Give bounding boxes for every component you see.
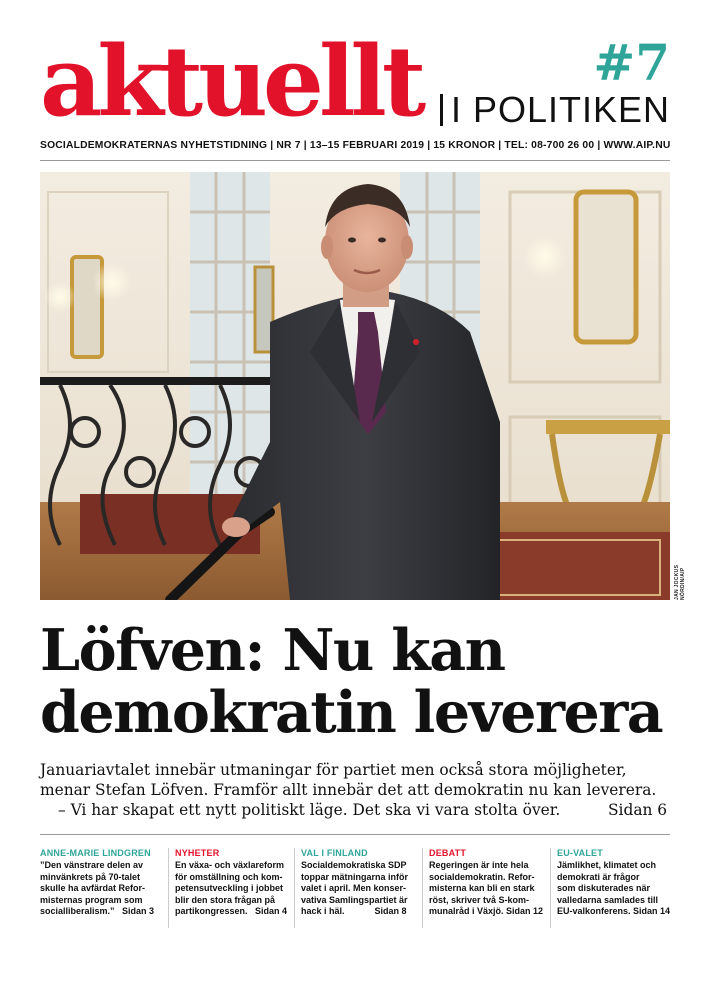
lead-quote-line bbox=[40, 800, 680, 820]
lead-line-2: menar Stefan Löfven. Framför allt innebär det att demokratin nu kan leverera. bbox=[40, 781, 657, 799]
teaser-debatt[interactable] bbox=[422, 848, 546, 928]
teaser-line: skulle ha avfärdat Refor- bbox=[40, 883, 146, 893]
logo-subtitle-text: I POLITIKEN bbox=[450, 89, 670, 130]
teaser-text bbox=[40, 860, 162, 918]
teaser-line: Socialdemokratiska SDP bbox=[301, 860, 407, 870]
teaser-nyheter[interactable] bbox=[168, 848, 290, 928]
teaser-line: En växa- och växlareform bbox=[175, 860, 285, 870]
teaser-text bbox=[557, 860, 670, 918]
lead-page-ref: Sidan 6 bbox=[608, 801, 668, 819]
teaser-line: hack i häl. Sidan 8 bbox=[301, 906, 407, 916]
logo-aktuellt: aktuellt bbox=[40, 25, 422, 138]
teaser-line: munalråd i Växjö. Sidan 12 bbox=[429, 906, 544, 916]
teaser-line: toppar mätningarna inför bbox=[301, 871, 409, 882]
issue-number: #7 bbox=[593, 33, 670, 92]
teaser-label: DEBATT bbox=[429, 848, 467, 858]
teaser-line: Jämlikhet, klimatet och bbox=[557, 860, 657, 870]
teaser-line: EU-valkonferens. Sidan 14 bbox=[557, 906, 671, 916]
teaser-line: valet i april. Men konser- bbox=[301, 883, 407, 893]
teaser-line: röst, skriver två S-kom- bbox=[429, 894, 530, 905]
teaser-label: VAL I FINLAND bbox=[301, 848, 368, 858]
lead-quote: – Vi har skapat ett nytt politiskt läge. Det ska vi vara stolta över. bbox=[58, 801, 561, 819]
lead-line-1: Januariavtalet innebär utmaningar för partiet men också stora möjligheter, bbox=[40, 761, 627, 779]
teaser-text bbox=[429, 860, 546, 918]
teaser-eu-valet[interactable] bbox=[550, 848, 670, 928]
logo-divider bbox=[440, 94, 443, 126]
teaser-text bbox=[301, 860, 418, 918]
teaser-line: socialdemokratin. Refor- bbox=[429, 871, 535, 882]
teaser-text bbox=[175, 860, 290, 918]
photo-credit: JAN JOCKUS NÖRDIN/AIP bbox=[674, 564, 686, 600]
teaser-line: för omställning och kom- bbox=[175, 871, 283, 882]
teaser-label: EU-VALET bbox=[557, 848, 603, 858]
teaser-line: misterna kan bli en stark bbox=[429, 883, 535, 893]
teaser-label: NYHETER bbox=[175, 848, 220, 858]
teaser-line: vativa Samlingspartiet är bbox=[301, 894, 408, 905]
logo-subtitle bbox=[440, 89, 670, 130]
teaser-line: blir den stora frågan på bbox=[175, 894, 276, 905]
teaser-line: som diskuterades när bbox=[557, 883, 651, 893]
teaser-line: socialliberalism.” Sidan 3 bbox=[40, 906, 155, 916]
cover-photo-illustration bbox=[40, 172, 670, 600]
teaser-val-i-finland[interactable] bbox=[294, 848, 418, 928]
teaser-anne-marie-lindgren[interactable] bbox=[40, 848, 162, 928]
teaser-line: ”Den vänstrare delen av bbox=[40, 860, 144, 870]
info-bar: SOCIALDEMOKRATERNAS NYHETSTIDNING | NR 7 | 13–15 FEBRUARI 2019 | 15 KRONOR | TEL: 08-700 26 00 | WWW.AIP.NU bbox=[40, 140, 671, 151]
headline bbox=[40, 617, 680, 746]
masthead bbox=[40, 25, 670, 138]
teaser-line: petensutveckling i jobbet bbox=[175, 883, 284, 893]
cover-photo bbox=[40, 172, 670, 600]
headline-line-2: demokratin leverera bbox=[40, 679, 663, 746]
divider-top bbox=[40, 160, 670, 161]
teaser-line: Regeringen är inte hela bbox=[429, 860, 529, 870]
teaser-line: valledarna samlades till bbox=[557, 894, 659, 905]
teaser-line: demokrati är frågor bbox=[557, 871, 640, 882]
headline-line-1: Löfven: Nu kan bbox=[40, 617, 505, 684]
teaser-strip bbox=[40, 848, 670, 928]
teaser-line: minvänkrets på 70-talet bbox=[40, 871, 141, 882]
divider-bottom bbox=[40, 834, 670, 835]
lead-paragraph bbox=[40, 760, 680, 820]
teaser-line: partikongressen. Sidan 4 bbox=[175, 906, 288, 916]
teaser-line: misternas program som bbox=[40, 894, 143, 905]
teaser-label: ANNE-MARIE LINDGREN bbox=[40, 848, 151, 858]
